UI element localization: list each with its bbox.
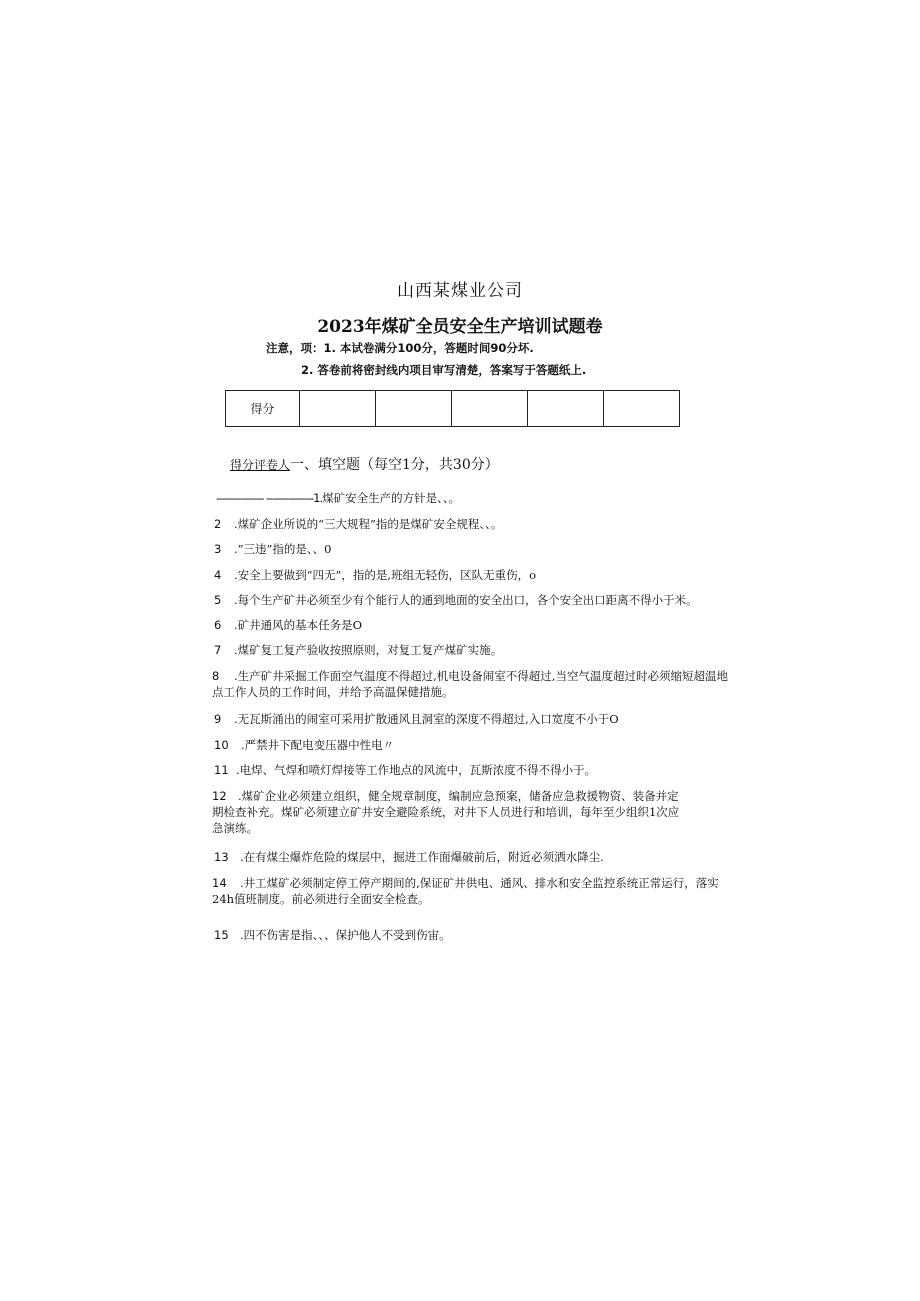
score-cell[interactable]	[300, 391, 376, 427]
question-number: 9	[214, 712, 222, 726]
question-text: .安全上要做到“四无”，指的是,班组无轻伤，区队无重伤，o	[234, 568, 536, 582]
question-item	[212, 875, 736, 907]
question-item	[212, 788, 688, 836]
question-item	[214, 642, 744, 658]
question-number: 6	[214, 618, 222, 632]
question-item	[214, 567, 744, 583]
score-table	[225, 390, 680, 427]
question-text: .严禁井下配电变压器中性电〃	[241, 738, 395, 752]
question-text: .煤矿复工复产验收按照原则，对复工复产煤矿实施。	[234, 643, 503, 657]
question-item	[214, 711, 744, 727]
question-item	[214, 592, 774, 608]
question-text: .井工煤矿必须制定停工停产期间的,保证矿井供电、通风、排水和安全监控系统正常运行，落实24h值班制度。前必须进行全面安全检查。	[212, 876, 719, 906]
score-cell[interactable]	[376, 391, 452, 427]
company-name: 山西某煤业公司	[397, 281, 523, 301]
question-number: 11	[214, 763, 229, 777]
question-text: .电焊、气焊和喷灯焊接等工作地点的风流中，瓦斯浓度不得不得小于。	[236, 763, 597, 777]
question-number: 13	[214, 850, 229, 864]
question-text: .煤矿企业必须建立组织，健全规章制度，编制应急预案，储备应急救援物资、装备并定期检查补充。煤矿必须建立矿井安全避险系统，对井下人员进行和培训，每年至少组织1次应急演练。	[212, 789, 680, 835]
question-item	[214, 737, 744, 753]
score-cell[interactable]	[528, 391, 604, 427]
question-number: 5	[214, 593, 222, 607]
question-item	[214, 762, 744, 778]
question-number: --------------- ---------------1.	[216, 491, 323, 505]
exam-note-2: 2. 答卷前将密封线内项目审写清楚，答案写于答题纸上.	[301, 363, 587, 377]
question-number: 3	[214, 542, 222, 556]
question-number: 12	[212, 789, 227, 803]
question-text: 煤矿安全生产的方针是、、。	[322, 491, 461, 505]
exam-title: 2023年煤矿全员安全生产培训试题卷	[317, 317, 603, 337]
section-title: 一、填空题（每空1分，共30分）	[290, 457, 499, 473]
score-cell[interactable]	[604, 391, 680, 427]
exam-note-1: 注意，项：1. 本试卷满分100分，答题时间90分坏.	[266, 341, 534, 355]
question-item	[212, 668, 732, 700]
question-text: .矿井通风的基本任务是O	[234, 618, 363, 632]
score-label: 得分	[226, 391, 300, 427]
question-text: .”三违”指的是、、0	[234, 542, 332, 556]
question-text: .无瓦斯涌出的闹室可采用扩散通风且洞室的深度不得超过,入口宽度不小于O	[234, 712, 619, 726]
question-number: 2	[214, 517, 222, 531]
section-heading	[230, 454, 499, 474]
grader-label: 得分评卷人	[230, 458, 291, 472]
question-number: 10	[214, 738, 229, 752]
question-item	[214, 617, 744, 633]
question-text: .生产矿井采掘工作面空气温度不得超过,机电设备闹室不得超过,当空气温度超过时必须缩短超温地点工作人员的工作时间，并给予高温保健措施。	[212, 669, 728, 699]
question-number: 8	[212, 669, 220, 683]
question-text: .在有煤尘爆炸危险的煤层中，掘进工作面爆破前后，附近必须洒水降尘.	[240, 850, 604, 864]
question-number: 15	[214, 928, 229, 942]
question-text: .四不伤害是指、、、保护他人不受到伤宙。	[240, 928, 451, 942]
question-number: 4	[214, 568, 222, 582]
question-text: .每个生产矿井必须至少有个能行人的通到地面的安全出口，各个安全出口距离不得小于米。	[234, 593, 698, 607]
question-item	[214, 927, 744, 943]
question-item	[216, 490, 746, 506]
question-number: 7	[214, 643, 222, 657]
question-item	[214, 541, 744, 557]
score-cell[interactable]	[452, 391, 528, 427]
question-item	[214, 516, 744, 532]
question-text: .煤矿企业所说的“三大规程”指的是煤矿安全规程、、。	[234, 517, 503, 531]
question-item	[214, 849, 744, 865]
question-number: 14	[212, 876, 227, 890]
